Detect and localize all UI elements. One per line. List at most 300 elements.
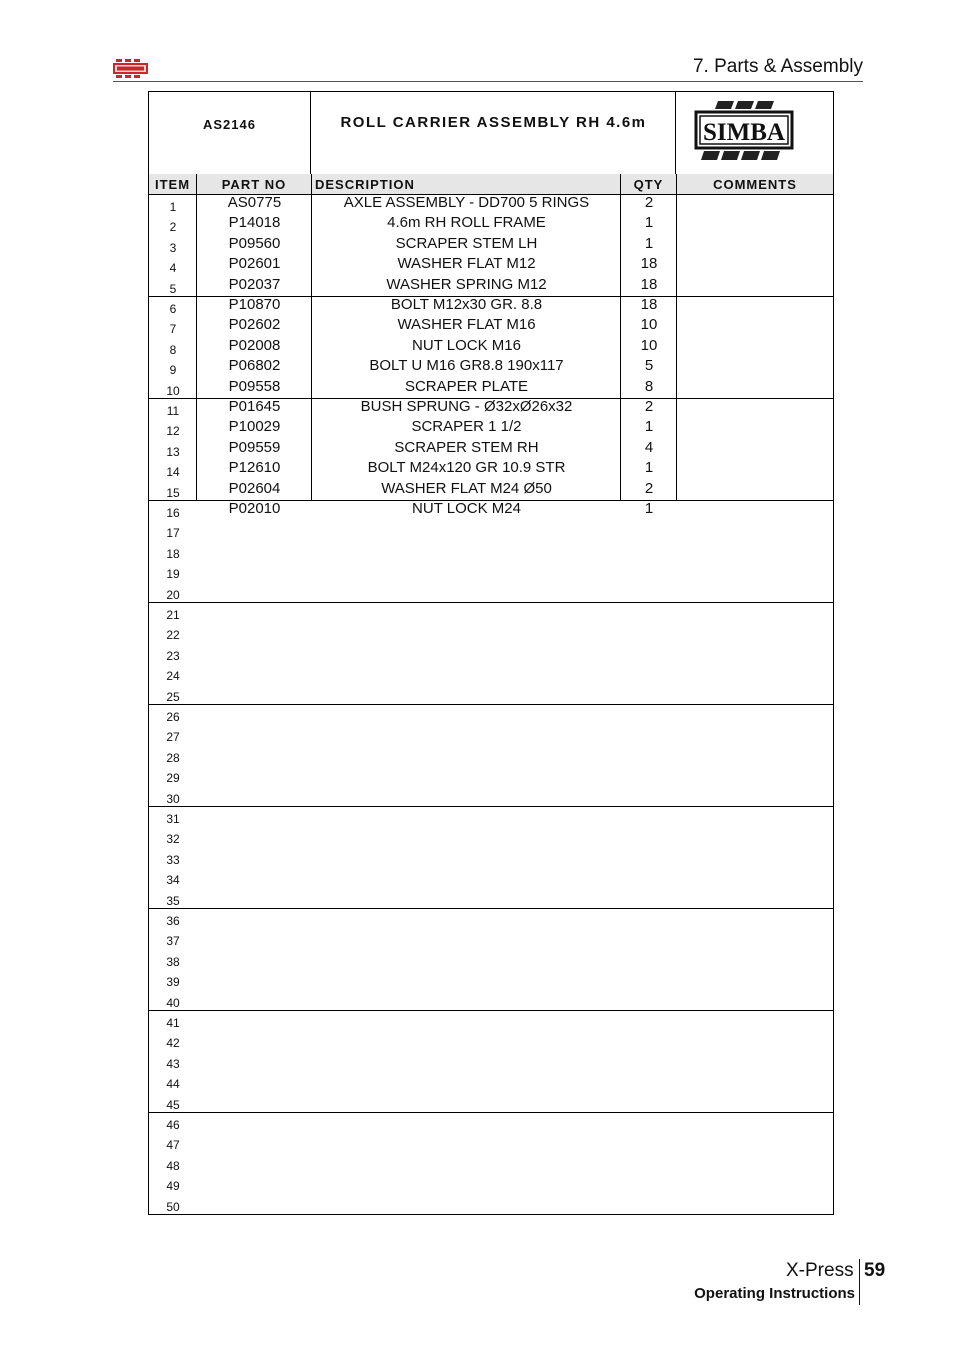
row-comments xyxy=(677,583,833,603)
row-qty xyxy=(621,601,677,621)
row-part-no xyxy=(197,519,312,539)
table-row xyxy=(149,664,833,684)
row-description: SCRAPER 1 1/2 xyxy=(411,418,522,436)
table-row xyxy=(149,1052,833,1072)
row-description: BUSH SPRUNG - Ø32xØ26x32 xyxy=(360,398,573,415)
row-item: 12 xyxy=(166,424,180,439)
row-description xyxy=(312,519,621,539)
row-qty: 18 xyxy=(640,275,658,293)
column-headers xyxy=(149,174,833,195)
row-comments xyxy=(677,746,833,766)
row-description xyxy=(312,744,621,764)
row-comments xyxy=(677,787,833,807)
table-row xyxy=(149,562,833,582)
row-qty xyxy=(621,887,677,907)
row-part-no xyxy=(197,907,312,927)
document-subtitle: Operating Instructions xyxy=(694,1285,855,1302)
row-qty xyxy=(621,723,677,743)
col-comments: COMMENTS xyxy=(713,177,797,192)
row-qty xyxy=(621,1070,677,1090)
table-row xyxy=(149,685,833,705)
row-item: 42 xyxy=(166,1036,180,1051)
row-part-no xyxy=(197,785,312,805)
row-comments xyxy=(677,909,833,929)
row-description xyxy=(312,989,621,1009)
row-comments xyxy=(677,725,833,745)
row-part-no xyxy=(197,968,312,988)
row-comments xyxy=(677,195,833,215)
header-brand-logo xyxy=(113,59,148,78)
row-item: 40 xyxy=(166,995,180,1010)
row-item: 9 xyxy=(169,363,177,378)
table-row xyxy=(149,583,833,603)
row-part-no xyxy=(197,1131,312,1151)
table-row xyxy=(149,766,833,786)
row-item: 45 xyxy=(166,1097,180,1112)
row-description: WASHER FLAT M12 xyxy=(397,255,536,273)
table-row xyxy=(149,1011,833,1031)
row-description: BOLT M12x30 GR. 8.8 xyxy=(390,296,543,313)
row-qty xyxy=(621,866,677,886)
row-part-no: P02602 xyxy=(228,316,281,334)
row-comments xyxy=(677,419,833,439)
table-row xyxy=(149,460,833,480)
table-row xyxy=(149,236,833,256)
table-row xyxy=(149,195,833,215)
row-item: 47 xyxy=(166,1138,180,1153)
row-item: 1 xyxy=(169,200,177,214)
row-description xyxy=(312,948,621,968)
table-row xyxy=(149,1113,833,1133)
row-item: 34 xyxy=(166,873,180,888)
row-item: 5 xyxy=(169,281,177,296)
row-qty: 1 xyxy=(644,234,654,252)
row-part-no: AS0775 xyxy=(227,194,282,211)
row-description xyxy=(312,621,621,641)
row-description xyxy=(312,887,621,907)
row-comments xyxy=(677,807,833,827)
row-item: 13 xyxy=(166,444,180,459)
row-qty: 8 xyxy=(644,377,654,395)
row-item: 21 xyxy=(166,608,180,622)
table-row xyxy=(149,542,833,562)
row-item: 11 xyxy=(166,404,180,418)
table-row xyxy=(149,950,833,970)
table-row xyxy=(149,317,833,337)
row-part-no xyxy=(197,825,312,845)
row-comments xyxy=(677,1133,833,1153)
row-description: WASHER SPRING M12 xyxy=(386,275,547,293)
row-part-no: P02604 xyxy=(228,479,281,497)
col-item: ITEM xyxy=(149,174,197,194)
row-part-no xyxy=(197,540,312,560)
row-qty: 1 xyxy=(644,214,654,232)
row-part-no xyxy=(197,581,312,601)
row-qty xyxy=(621,1091,677,1111)
row-qty: 18 xyxy=(640,255,658,273)
row-item: 29 xyxy=(166,771,180,786)
row-part-no xyxy=(197,1193,312,1213)
row-comments xyxy=(677,889,833,909)
row-description xyxy=(312,662,621,682)
table-row xyxy=(149,603,833,623)
row-item: 7 xyxy=(169,322,177,337)
row-item: 35 xyxy=(166,893,180,908)
table-row xyxy=(149,705,833,725)
row-part-no: P06802 xyxy=(228,357,281,375)
row-comments xyxy=(677,929,833,949)
row-part-no xyxy=(197,948,312,968)
row-description xyxy=(312,866,621,886)
row-description xyxy=(312,1172,621,1192)
row-qty xyxy=(621,621,677,641)
row-comments xyxy=(677,644,833,664)
row-description: 4.6m RH ROLL FRAME xyxy=(387,214,546,232)
row-description xyxy=(312,642,621,662)
row-part-no: P09558 xyxy=(228,377,281,395)
row-comments xyxy=(677,379,833,399)
row-comments xyxy=(677,623,833,643)
row-qty xyxy=(621,703,677,723)
table-row xyxy=(149,419,833,439)
row-comments xyxy=(677,440,833,460)
table-row xyxy=(149,1093,833,1113)
table-row xyxy=(149,970,833,990)
row-comments xyxy=(677,562,833,582)
row-description: SCRAPER STEM LH xyxy=(395,234,538,252)
section-title: 7. Parts & Assembly xyxy=(692,56,863,77)
row-comments xyxy=(677,358,833,378)
row-qty xyxy=(621,968,677,988)
row-description: SCRAPER STEM RH xyxy=(394,438,539,456)
row-part-no xyxy=(197,887,312,907)
row-part-no: P10870 xyxy=(228,296,281,313)
row-part-no: P10029 xyxy=(228,418,281,436)
row-comments xyxy=(677,1113,833,1133)
row-comments xyxy=(677,1052,833,1072)
row-description xyxy=(312,805,621,825)
row-description xyxy=(312,1152,621,1172)
row-item: 18 xyxy=(166,546,180,561)
row-comments xyxy=(677,603,833,623)
row-item: 39 xyxy=(166,975,180,990)
row-qty xyxy=(621,1029,677,1049)
row-qty: 2 xyxy=(644,398,654,415)
item-col-separator xyxy=(196,194,197,501)
row-comments xyxy=(677,848,833,868)
row-part-no xyxy=(197,621,312,641)
row-qty xyxy=(621,560,677,580)
row-qty xyxy=(621,805,677,825)
row-item: 17 xyxy=(166,526,180,541)
footer-divider xyxy=(859,1259,860,1305)
row-comments xyxy=(677,277,833,297)
row-description: BOLT U M16 GR8.8 190x117 xyxy=(369,357,564,375)
row-part-no xyxy=(197,662,312,682)
row-description xyxy=(312,1029,621,1049)
row-qty xyxy=(621,683,677,703)
row-description xyxy=(312,560,621,580)
row-qty xyxy=(621,1009,677,1029)
row-comments xyxy=(677,705,833,725)
row-item: 4 xyxy=(169,261,177,276)
row-comments xyxy=(677,1154,833,1174)
table-row xyxy=(149,848,833,868)
row-part-no xyxy=(197,989,312,1009)
row-part-no: P02008 xyxy=(228,336,281,354)
row-qty xyxy=(621,1131,677,1151)
table-row xyxy=(149,1154,833,1174)
row-part-no xyxy=(197,866,312,886)
table-row xyxy=(149,338,833,358)
row-item: 16 xyxy=(166,506,180,520)
row-qty: 5 xyxy=(644,357,654,375)
row-qty xyxy=(621,662,677,682)
row-comments xyxy=(677,1093,833,1113)
row-description xyxy=(312,825,621,845)
row-description xyxy=(312,968,621,988)
row-comments xyxy=(677,215,833,235)
table-row xyxy=(149,256,833,276)
row-comments xyxy=(677,1174,833,1194)
row-comments xyxy=(677,685,833,705)
row-item: 23 xyxy=(166,648,180,663)
table-row xyxy=(149,1072,833,1092)
header-divider xyxy=(113,81,863,82)
row-qty xyxy=(621,642,677,662)
parts-table xyxy=(148,91,834,1215)
row-qty xyxy=(621,846,677,866)
table-row xyxy=(149,827,833,847)
row-part-no xyxy=(197,560,312,580)
row-qty xyxy=(621,927,677,947)
qty-col-separator xyxy=(676,194,677,501)
row-qty: 2 xyxy=(644,194,654,211)
row-item: 38 xyxy=(166,954,180,969)
row-item: 20 xyxy=(166,587,180,602)
table-row xyxy=(149,807,833,827)
row-comments xyxy=(677,827,833,847)
simba-logo-text: SIMBA xyxy=(703,119,785,146)
row-item: 10 xyxy=(166,383,180,398)
row-part-no: P09560 xyxy=(228,234,281,252)
row-qty xyxy=(621,1111,677,1131)
row-qty: 1 xyxy=(644,418,654,436)
row-item: 44 xyxy=(166,1077,180,1092)
row-qty: 4 xyxy=(644,438,654,456)
row-description xyxy=(312,1091,621,1111)
row-part-no: P02010 xyxy=(228,500,281,517)
row-part-no xyxy=(197,1152,312,1172)
row-description xyxy=(312,1131,621,1151)
table-row xyxy=(149,1195,833,1215)
simba-logo xyxy=(677,92,833,174)
table-row xyxy=(149,623,833,643)
row-description: NUT LOCK M16 xyxy=(412,336,521,354)
table-row xyxy=(149,889,833,909)
row-description xyxy=(312,723,621,743)
row-part-no xyxy=(197,846,312,866)
row-item: 27 xyxy=(166,730,180,745)
table-row xyxy=(149,746,833,766)
table-row xyxy=(149,399,833,419)
row-description: WASHER FLAT M24 Ø50 xyxy=(381,479,552,497)
row-comments xyxy=(677,236,833,256)
row-qty xyxy=(621,540,677,560)
row-description xyxy=(312,1070,621,1090)
row-qty xyxy=(621,764,677,784)
row-comments xyxy=(677,950,833,970)
row-part-no xyxy=(197,1009,312,1029)
row-comments xyxy=(677,460,833,480)
row-item: 2 xyxy=(169,220,177,235)
row-comments xyxy=(677,1011,833,1031)
row-part-no xyxy=(197,1029,312,1049)
row-item: 46 xyxy=(166,1118,180,1132)
row-description xyxy=(312,540,621,560)
row-description xyxy=(312,683,621,703)
row-description: WASHER FLAT M16 xyxy=(397,316,536,334)
row-part-no: P14018 xyxy=(228,214,281,232)
row-comments xyxy=(677,521,833,541)
title-block xyxy=(149,92,833,175)
row-description xyxy=(312,703,621,723)
row-qty: 18 xyxy=(640,296,658,313)
row-qty xyxy=(621,785,677,805)
row-item: 32 xyxy=(166,832,180,847)
row-comments xyxy=(677,297,833,317)
row-description: AXLE ASSEMBLY - DD700 5 RINGS xyxy=(343,194,590,211)
row-comments xyxy=(677,970,833,990)
row-part-no xyxy=(197,723,312,743)
row-description xyxy=(312,1009,621,1029)
row-item: 49 xyxy=(166,1179,180,1194)
row-comments xyxy=(677,542,833,562)
col-part-no: PART NO xyxy=(197,174,312,194)
row-qty xyxy=(621,948,677,968)
row-qty xyxy=(621,744,677,764)
row-item: 22 xyxy=(166,628,180,643)
row-qty xyxy=(621,1193,677,1213)
row-comments xyxy=(677,868,833,888)
table-row xyxy=(149,1133,833,1153)
row-description xyxy=(312,907,621,927)
row-item: 19 xyxy=(166,567,180,582)
row-part-no xyxy=(197,683,312,703)
table-row xyxy=(149,215,833,235)
row-item: 43 xyxy=(166,1056,180,1071)
table-row xyxy=(149,481,833,501)
row-item: 26 xyxy=(166,710,180,724)
row-part-no xyxy=(197,927,312,947)
row-item: 36 xyxy=(166,914,180,928)
row-item: 48 xyxy=(166,1158,180,1173)
row-part-no: P01645 xyxy=(228,398,281,415)
row-part-no: P12610 xyxy=(228,459,281,477)
row-comments xyxy=(677,766,833,786)
table-row xyxy=(149,929,833,949)
table-row xyxy=(149,1174,833,1194)
row-item: 30 xyxy=(166,791,180,806)
row-qty xyxy=(621,1050,677,1070)
assembly-title: ROLL CARRIER ASSEMBLY RH 4.6m xyxy=(312,92,676,174)
table-row xyxy=(149,277,833,297)
row-item: 3 xyxy=(169,240,177,255)
row-part-no xyxy=(197,601,312,621)
row-comments xyxy=(677,501,833,521)
part-col-separator xyxy=(311,194,312,501)
row-qty xyxy=(621,907,677,927)
row-description: SCRAPER PLATE xyxy=(404,377,529,395)
row-comments xyxy=(677,481,833,501)
row-description xyxy=(312,927,621,947)
row-comments xyxy=(677,256,833,276)
row-comments xyxy=(677,1195,833,1215)
row-description xyxy=(312,601,621,621)
table-row xyxy=(149,521,833,541)
row-part-no xyxy=(197,703,312,723)
row-part-no: P02037 xyxy=(228,275,281,293)
table-row xyxy=(149,501,833,521)
row-comments xyxy=(677,991,833,1011)
row-description: NUT LOCK M24 xyxy=(412,500,521,517)
table-row xyxy=(149,787,833,807)
row-description xyxy=(312,846,621,866)
page-number: 59 xyxy=(864,1260,886,1281)
row-item: 24 xyxy=(166,669,180,684)
row-item: 25 xyxy=(166,689,180,704)
table-row xyxy=(149,868,833,888)
row-comments xyxy=(677,317,833,337)
table-row xyxy=(149,909,833,929)
row-qty: 1 xyxy=(644,459,654,477)
row-item: 37 xyxy=(166,934,180,949)
row-part-no xyxy=(197,764,312,784)
row-item: 14 xyxy=(166,465,180,480)
row-description xyxy=(312,1193,621,1213)
row-item: 28 xyxy=(166,750,180,765)
table-row xyxy=(149,358,833,378)
row-part-no xyxy=(197,1111,312,1131)
row-qty: 10 xyxy=(640,336,658,354)
row-item: 31 xyxy=(166,812,180,826)
row-part-no xyxy=(197,744,312,764)
row-part-no xyxy=(197,1172,312,1192)
row-qty xyxy=(621,519,677,539)
row-part-no: P02601 xyxy=(228,255,281,273)
table-row xyxy=(149,297,833,317)
row-comments xyxy=(677,338,833,358)
row-description xyxy=(312,1111,621,1131)
row-description xyxy=(312,1050,621,1070)
row-comments xyxy=(677,664,833,684)
row-qty: 2 xyxy=(644,479,654,497)
row-comments xyxy=(677,1031,833,1051)
row-item: 8 xyxy=(169,342,177,357)
row-part-no xyxy=(197,1050,312,1070)
row-qty: 10 xyxy=(640,316,658,334)
table-row xyxy=(149,725,833,745)
row-item: 15 xyxy=(166,485,180,500)
row-item: 50 xyxy=(166,1199,180,1214)
row-description xyxy=(312,785,621,805)
row-part-no xyxy=(197,1091,312,1111)
row-comments xyxy=(677,399,833,419)
row-item: 33 xyxy=(166,852,180,867)
row-item: 6 xyxy=(169,302,177,316)
col-qty: QTY xyxy=(621,174,677,194)
row-qty xyxy=(621,825,677,845)
